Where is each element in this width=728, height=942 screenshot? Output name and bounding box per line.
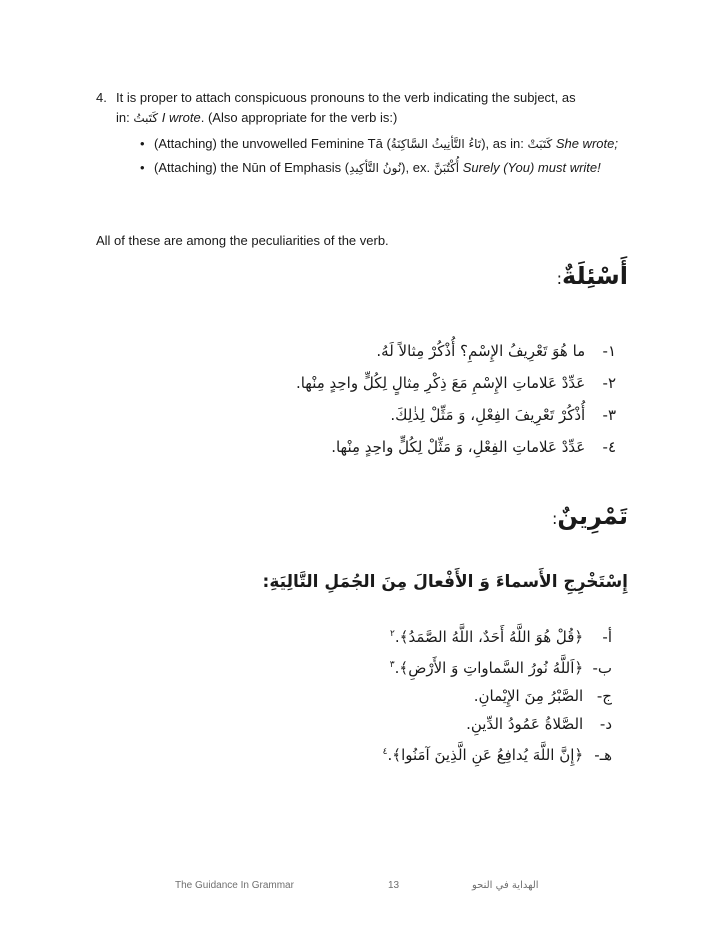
exercise-label: ج- <box>596 687 612 705</box>
heading-colon: : <box>556 269 563 288</box>
question-text: ما هُوَ تَعْرِيفُ الإِسْمِ؟ أُذْكُرْ مِثالاً لَهُ. <box>376 342 586 360</box>
bullet-prefix: (Attaching) the Nūn of Emphasis ( <box>154 160 350 175</box>
point-line-1: It is proper to attach conspicuous pronouns to the verb indicating the subject, as <box>116 90 576 105</box>
arabic-example-katabtu: كَتَبتُ <box>133 111 159 125</box>
exercise-heading <box>552 502 628 530</box>
question-text: عَدِّدْ عَلاماتِ الفِعْلِ، وَ مَثِّلْ لِكُلٍّ واحِدٍ مِنْها. <box>331 438 586 456</box>
question-text: أُذْكُرْ تَعْرِيفَ الفِعْلِ، وَ مَثِّلْ لِذٰلِكَ. <box>390 406 586 424</box>
exercise-label: ب- <box>592 659 612 677</box>
questions-list <box>96 335 616 463</box>
exercise-item <box>192 620 612 651</box>
footnote-marker: ٢ <box>390 629 395 639</box>
footer-book-title: The Guidance In Grammar <box>175 880 294 891</box>
bullet-arabic-term: نُونُ التَّأكِيدِ <box>349 161 402 175</box>
bullet-gloss: She wrote; <box>555 136 618 151</box>
question-number: ٢- <box>602 374 616 392</box>
question-number: ١- <box>602 342 616 360</box>
exercise-item <box>192 682 612 710</box>
exercise-text: ﴿اَللَّهُ نُورُ السَّماواتِ وَ الأَرْضِ﴾. <box>394 659 584 677</box>
questions-heading-text: أَسْئِلَةٌ <box>562 262 628 290</box>
bullet-nun-emphasis <box>140 157 632 179</box>
exercise-label: أ- <box>602 628 612 646</box>
exercise-item <box>192 738 612 769</box>
exercise-text: ﴿إِنَّ اللَّهَ يُدافِعُ عَنِ الَّذِينَ آمَنُوا﴾. <box>387 746 584 764</box>
bullet-middle: ), ex. <box>401 160 431 175</box>
summary-text: All of these are among the peculiarities of the verb. <box>96 233 389 248</box>
exercise-text: الصَّلاةُ عَمُودُ الدِّينِ. <box>466 715 584 733</box>
question-text: عَدِّدْ عَلاماتِ الإِسْمِ مَعَ ذِكْرِ مِثالٍ لِكُلٍّ واحِدٍ مِنْها. <box>295 374 586 392</box>
peculiarities-list <box>140 133 632 181</box>
exercise-label: د- <box>599 715 612 733</box>
bullet-middle: ), as in: <box>481 136 524 151</box>
bullet-feminine-ta <box>140 133 632 155</box>
exercise-item <box>192 651 612 682</box>
bullet-prefix: (Attaching) the unvowelled Feminine Tā ( <box>154 136 391 151</box>
question-item <box>96 431 616 463</box>
exercise-text: ﴿قُلْ هُوَ اللَّهُ أَحَدٌ، اللَّهُ الصَّمَدُ﴾. <box>394 628 584 646</box>
exercise-instruction: إِسْتَخْرِجِ الأَسماءَ وَ الأَفْعالَ مِنَ الجُمَلِ التَّالِيَةِ: <box>262 572 628 592</box>
footnote-marker: ٣ <box>389 660 395 670</box>
gloss-i-wrote: I wrote <box>161 110 201 125</box>
question-number: ٤- <box>602 438 616 456</box>
bullet-arabic-example: أُكْتُبَنَّ <box>433 161 460 175</box>
point-4 <box>96 88 636 128</box>
footnote-marker: ٤ <box>382 747 388 757</box>
heading-colon: : <box>551 509 558 528</box>
point-number: 4. <box>96 90 107 105</box>
exercise-label: هـ- <box>594 746 612 764</box>
question-number: ٣- <box>602 406 616 424</box>
exercise-item <box>192 710 612 738</box>
question-item <box>96 335 616 367</box>
point-line-2-suffix: . (Also appropriate for the verb is:) <box>200 110 398 125</box>
question-item <box>96 399 616 431</box>
exercise-text: الصَّبْرُ مِنَ الإِيْمانِ. <box>473 687 584 705</box>
question-item <box>96 367 616 399</box>
point-line-2-prefix: in: <box>116 110 130 125</box>
bullet-gloss: Surely (You) must write! <box>462 160 601 175</box>
bullet-arabic-example: كَتَبَتْ <box>527 137 553 151</box>
exercise-heading-text: تَمْرِينٌ <box>557 502 628 530</box>
footer-page-number: 13 <box>388 880 400 891</box>
footer-arabic-title: الهداية في النحو <box>472 880 539 891</box>
bullet-arabic-term: تَاءُ التَّأنِيثُ السَّاكِنَةُ <box>390 137 482 151</box>
questions-heading <box>557 262 628 290</box>
exercise-list <box>192 620 612 769</box>
point-text <box>116 88 636 128</box>
